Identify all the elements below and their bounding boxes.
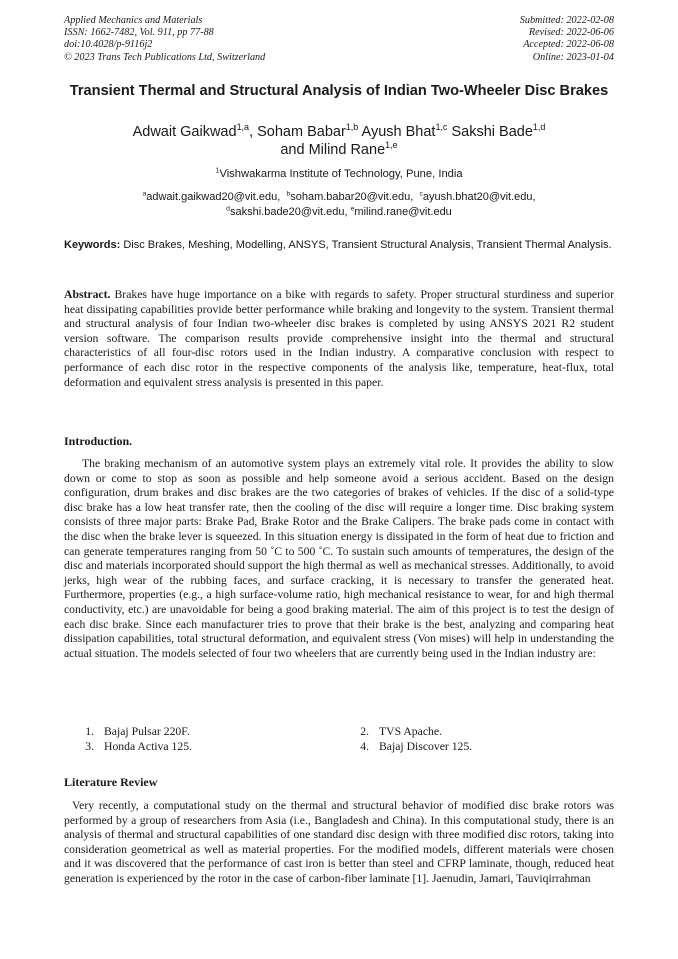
author-emails: $^a$adwait.gaikwad20@vit.edu, $^b$soham.babar20@vit.edu, $^c$ayush.bhat20@vit.edu, $^d$sakshi.bade20@vit.edu, $^e$milind.rane@vit.edu [142,190,536,218]
author-name: Soham Babar [257,124,346,140]
model-list-row [64,739,614,754]
email-c[interactable] [419,191,532,203]
email-d[interactable] [226,206,344,218]
model-list-row [64,724,614,739]
abstract-label: Abstract. [64,288,111,301]
email-sup: a [142,190,147,198]
keywords-text: Disc Brakes, Meshing, Modelling, ANSYS, Transient Structural Analysis, Transient Thermal Analysis. [123,239,612,251]
list-item [64,739,339,754]
author-separator: , [249,124,258,140]
keywords [64,238,614,252]
model-list [64,724,614,755]
accepted-date: Accepted: 2022-06-08 [523,39,614,51]
author-sup: 1,d [532,122,546,133]
abstract-text: Brakes have huge importance on a bike with regards to safety. Proper structural sturdiness and superior heat dissipating capabilities provide better performance while braking and longevity to the system. Transient thermal and structural analysis of four Indian two-wheeler disc brakes is completed by using ANSYS 2021 R2 student version software. The comparison results provide comprehensive insight into the thermal and structural characteristics of all four-disc rotors used in the Indian industry. A comparative conclusion with respect to performance of each disc rotor in the respective components of the analysis like, temperature, heat-flux, total deformation and equivalent stress analysis is presented in this paper. [64,288,614,389]
author-3 [362,124,452,140]
journal-name: Applied Mechanics and Materials [64,15,203,26]
author-1 [133,124,258,140]
author-name: Adwait Gaikwad [132,124,237,140]
literature-body [64,799,614,887]
introduction-paragraph: The braking mechanism of an automotive system plays an extremely vital role. It provides the ability to slow down or come to stop as soon as possible and help someone avoid a serious accident. Based on the design configuration, drum brakes and disc brakes are the two categories of brakes of vehicles. If the disc of a solid-type disc brake has a low heat transfer rate, then the cooling of the disc will require a longer time. Disc braking system consists of three major parts: Brake Pad, Brake Rotor and the Brake Calipers. The brake pads come in contact with the disc when the brake lever is squeezed. In this situation energy is dissipated in the form of heat due to friction and can generate temperatures ranging from 50 ˚C to 500 ˚C. To sustain such amounts of temperatures, the design of the disc and materials incorporated should support the high thermal as well as mechanical stresses. Additionally, to avoid jerks, high wear of the rubbing faces, and surface cracking, it is necessary to transfer the generated heat. Furthermore, properties (e.g., a high surface-volume ratio, high mechanical resistance to wear, for and high thermal conductivity, etc.) are unavoidable for being a good braking material. The aim of this project is to test the design of each disc brake. Since each manufacturer tries to prove that their brake is the best, analyzing and comparing heat dissipation capabilities, total structural deformation, and equivalent stress (Von mises) will help in understanding the actual situation. The models selected of four two wheelers that are currently being used in the Indian industry are: [64,457,614,660]
affiliation [64,167,614,181]
list-number: 3. [85,740,94,754]
author-list [64,123,614,159]
author-name: Sakshi Bade [451,124,533,140]
email-e[interactable] [351,206,452,218]
email-sup: b [286,190,291,198]
list-item [64,724,339,739]
author-name: and Milind Rane [280,142,386,158]
revised-date: Revised: 2022-06-06 [528,27,614,39]
list-text: TVS Apache. [379,725,442,738]
email-b[interactable] [286,191,410,203]
list-text: Honda Activa 125. [104,740,192,754]
introduction-body [64,457,614,661]
paper-title: Transient Thermal and Structural Analysis of Indian Two-Wheeler Disc Brakes [69,83,609,99]
list-number: 1. [85,725,94,738]
list-text: Bajaj Discover 125. [379,740,473,754]
email-address: soham.babar20@vit.edu [290,191,411,203]
author-4 [451,124,545,140]
list-number: 4. [360,740,369,754]
list-text: Bajaj Pulsar 220F. [104,725,190,738]
journal-info [64,15,265,64]
journal-doi[interactable]: doi:10.4028/p-9116j2 [64,39,153,51]
email-address: ayush.bhat20@vit.edu [422,191,533,203]
literature-heading: Literature Review [64,775,158,789]
email-address: adwait.gaikwad20@vit.edu [146,191,278,203]
journal-issn: ISSN: 1662-7482, Vol. 911, pp 77-88 [64,27,214,39]
author-name: Ayush Bhat [361,124,436,140]
author-2 [257,124,361,140]
email-address: milind.rane@vit.edu [354,205,452,218]
literature-paragraph: Very recently, a computational study on the thermal and structural behavior of modified disc brake rotors was performed by a group of researchers from Asia (i.e., Bangladesh and China). In this computational study, there is an analysis of thermal and structural capabilities of one standard disc design with three modified disc rotors, taking into consideration geometrical as well as material properties. For the modified models, different materials were chosen and it was discovered that the performance of cast iron is better than steel and CFRP laminate, though, reduced heat generation is experienced by the rotor in the case of carbon-fiber laminate [1]. Jaenudin, Jamari, Tauviqirrahman [64,799,614,885]
list-item [339,739,614,754]
email-sup: d [226,204,230,212]
list-number: 2. [360,725,369,738]
list-item [339,724,614,739]
abstract [64,288,614,390]
email-sup: c [419,190,423,198]
introduction-heading: Introduction. [64,434,133,448]
author-sup: 1,a [236,122,250,133]
author-sup: 1,c [435,122,448,133]
keywords-label: Keywords: [64,239,121,251]
online-date: Online: 2023-01-04 [532,51,614,63]
journal-copyright: © 2023 Trans Tech Publications Ltd, Switzerland [64,51,266,63]
author-5 [280,142,397,158]
email-a[interactable] [142,191,277,203]
affiliation-text: Vishwakarma Institute of Technology, Pune, India [219,168,463,180]
author-sup: 1,e [385,140,398,151]
publication-dates [520,15,614,64]
submitted-date: Submitted: 2022-02-08 [519,15,614,26]
author-sup: 1,b [345,122,359,133]
email-address: sakshi.bade20@vit.edu [229,205,345,218]
affiliation-sup: 1 [215,165,220,175]
email-sup: e [350,204,355,212]
